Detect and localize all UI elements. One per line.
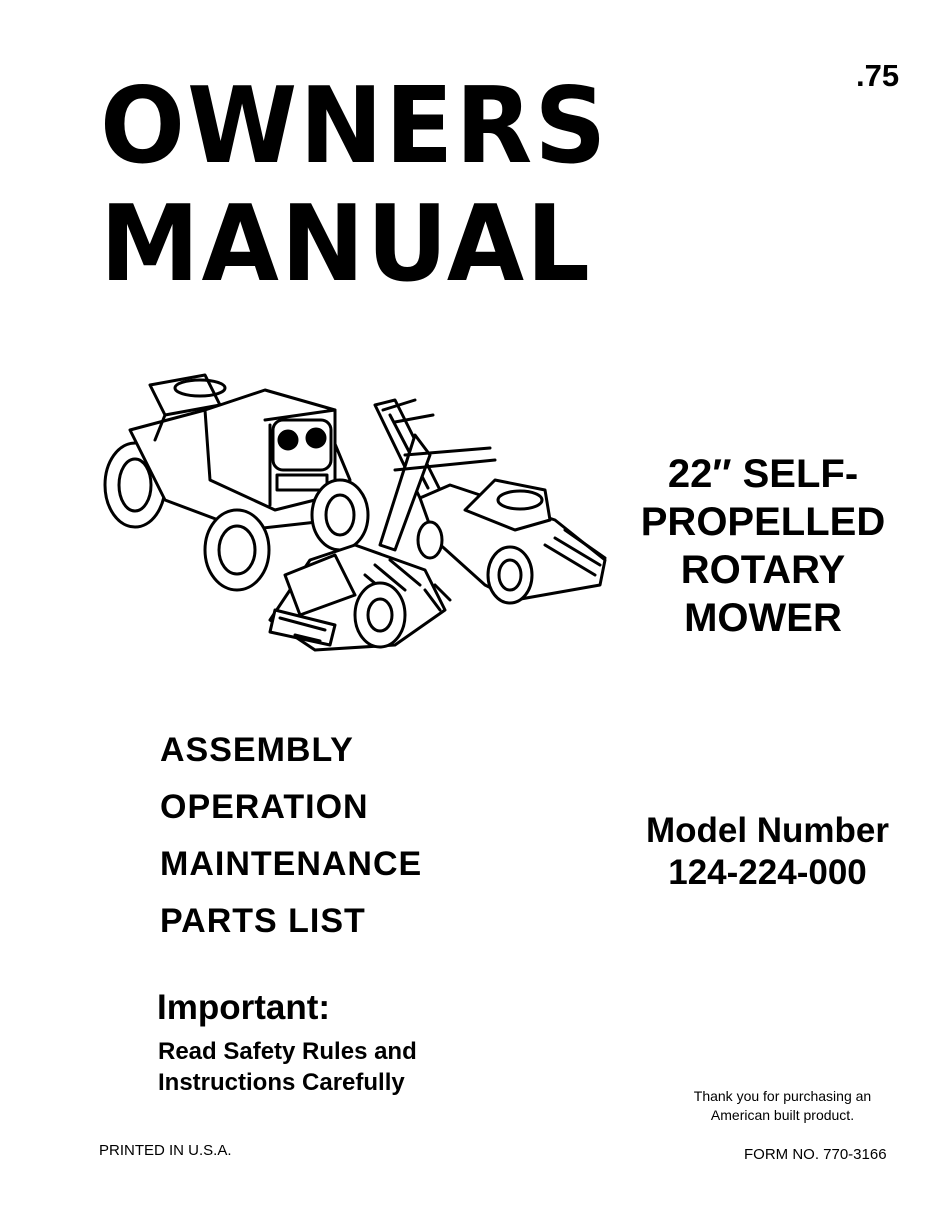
section-item-operation: OPERATION bbox=[160, 788, 369, 826]
model-label: Model Number bbox=[645, 811, 890, 850]
product-line-3: ROTARY bbox=[680, 548, 846, 592]
equipment-illustration bbox=[95, 360, 615, 670]
printed-in-label: PRINTED IN U.S.A. bbox=[99, 1142, 232, 1159]
important-heading: Important: bbox=[157, 988, 331, 1027]
section-item-parts-list: PARTS LIST bbox=[160, 902, 366, 940]
price-label: .75 bbox=[856, 58, 900, 93]
section-list bbox=[160, 722, 422, 950]
product-line-2: PROPELLED bbox=[640, 500, 886, 544]
product-title bbox=[618, 450, 908, 642]
thank-you-line-2: American built product. bbox=[710, 1107, 855, 1123]
form-number: FORM NO. 770-3166 bbox=[744, 1146, 887, 1163]
model-block bbox=[620, 810, 915, 894]
title-owners: OWNERS bbox=[100, 64, 609, 188]
thank-you-note bbox=[660, 1087, 905, 1125]
model-number: 124-224-000 bbox=[668, 853, 867, 892]
product-line-1: 22″ SELF- bbox=[667, 452, 859, 496]
product-line-4: MOWER bbox=[684, 596, 842, 640]
section-item-maintenance: MAINTENANCE bbox=[160, 845, 423, 883]
safety-line-2: Instructions Carefully bbox=[158, 1069, 405, 1096]
thank-you-line-1: Thank you for purchasing an bbox=[693, 1088, 872, 1104]
safety-notice bbox=[158, 1036, 417, 1098]
section-item-assembly: ASSEMBLY bbox=[160, 731, 354, 769]
safety-line-1: Read Safety Rules and bbox=[158, 1038, 417, 1065]
title-manual: MANUAL bbox=[100, 182, 592, 306]
